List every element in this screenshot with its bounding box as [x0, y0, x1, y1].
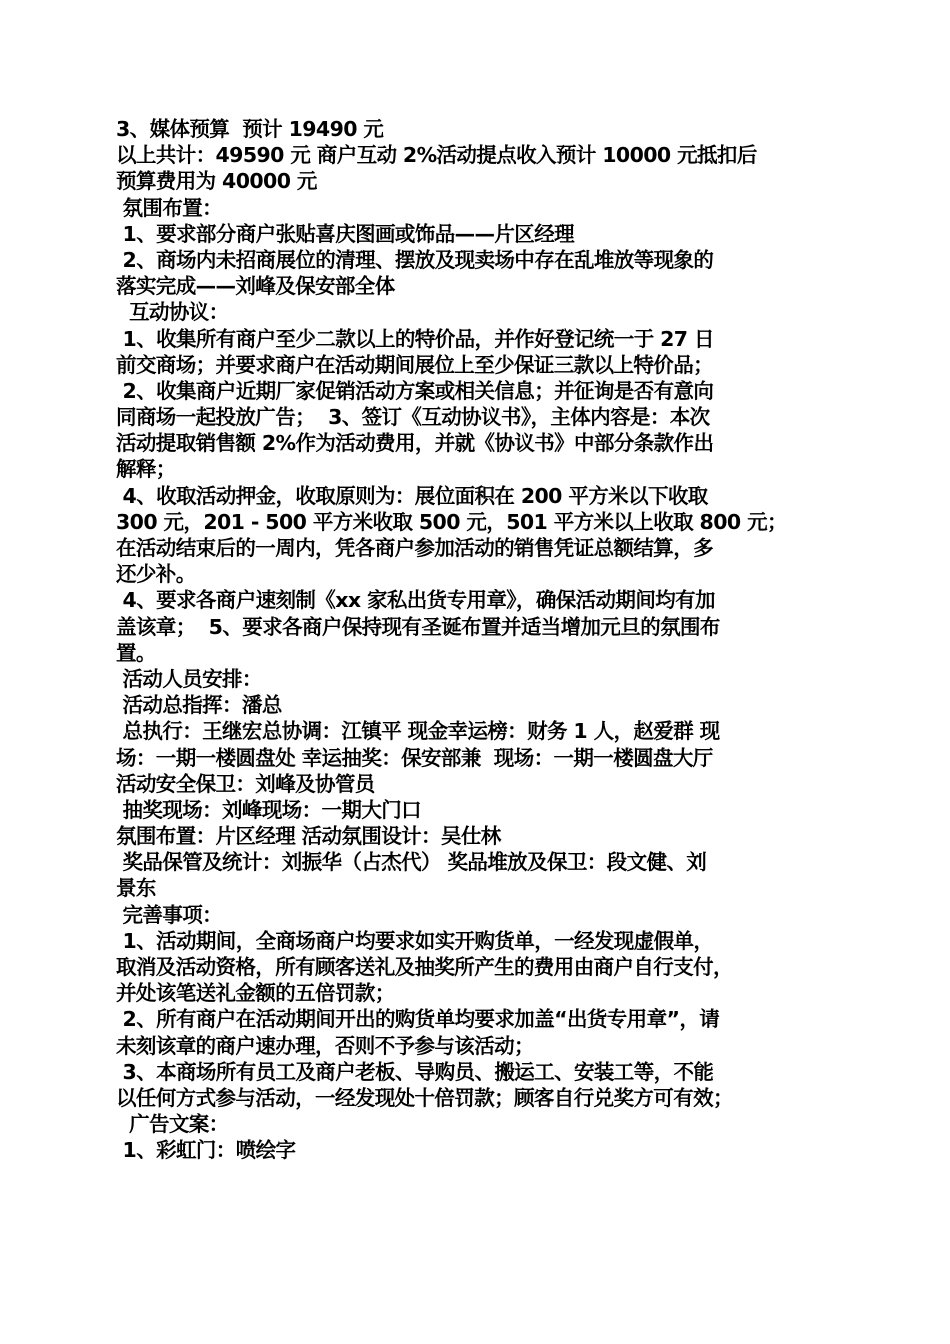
text-line: 前交商场；并要求商户在活动期间展位上至少保证三款以上特价品； [116, 352, 713, 377]
text-line: 同商场一起投放广告； 3、签订《互动协议书》，主体内容是：本次 [116, 405, 710, 430]
text-line: 盖该章； 5、要求各商户保持现有圣诞布置并适当增加元旦的氛围布 [116, 614, 720, 639]
text-line: 预算费用为 40000 元 [116, 169, 317, 194]
text-line: 在活动结束后的一周内，凭各商户参加活动的销售凭证总额结算，多 [116, 536, 713, 560]
text-line: 抽奖现场：刘峰现场：一期大门口 [116, 797, 422, 822]
text-line: 并处该笔送礼金额的五倍罚款； [116, 981, 395, 1006]
text-line: 4、收取活动押金，收取原则为：展位面积在 200 平方米以下收取 [116, 483, 708, 508]
text-line: 活动安全保卫：刘峰及协管员 [116, 771, 375, 796]
text-line: 未刻该章的商户速办理，否则不予参与该活动； [116, 1033, 534, 1058]
text-line: 4、要求各商户速刻制《xx 家私出货专用章》，确保活动期间均有加 [116, 588, 715, 613]
text-line: 场：一期一楼圆盘处 幸运抽奖：保安部兼 现场：一期一楼圆盘大厅 [116, 745, 713, 770]
text-line: 落实完成——刘峰及保安部全体 [116, 274, 395, 299]
text-line: 还少补。 [116, 562, 196, 587]
text-line: 1、要求部分商户张贴喜庆图画或饰品——片区经理 [116, 221, 574, 246]
text-line: 2、收集商户近期厂家促销活动方案或相关信息；并征询是否有意向 [116, 378, 714, 403]
text-line: 以任何方式参与活动，一经发现处十倍罚款；顾客自行兑奖方可有效； [116, 1085, 733, 1110]
text-line: 1、活动期间，全商场商户均要求如实开购货单，一经发现虚假单， [116, 928, 714, 953]
text-line: 2、商场内未招商展位的清理、摆放及现卖场中存在乱堆放等现象的 [116, 247, 714, 272]
text-line: 置。 [116, 640, 156, 665]
section-heading: 活动人员安排： [116, 666, 262, 691]
document-page [116, 116, 840, 1164]
text-line: 活动总指挥：潘总 [116, 693, 282, 718]
text-line: 活动提取销售额 2%作为活动费用，并就《协议书》中部分条款作出 [116, 431, 714, 456]
text-line: 总执行：王继宏总协调：江镇平 现金幸运榜：财务 1 人，赵爱群 现 [116, 719, 720, 744]
text-line: 取消及活动资格，所有顾客送礼及抽奖所产生的费用由商户自行支付， [116, 955, 733, 979]
text-line: 2、所有商户在活动期间开出的购货单均要求加盖“出货专用章”，请 [116, 1007, 720, 1032]
text-line: 1、彩虹门：喷绘字 [116, 1138, 296, 1163]
text-line: 解释； [116, 457, 176, 482]
text-line: 300 元，201 - 500 平方米收取 500 元，501 平方米以上收取 800 元； [116, 509, 787, 534]
section-heading: 广告文案： [116, 1112, 229, 1137]
section-heading: 完善事项： [116, 902, 223, 927]
text-line: 景东 [116, 876, 156, 901]
text-line: 1、收集所有商户至少二款以上的特价品，并作好登记统一于 27 日 [116, 326, 714, 351]
text-line: 奖品保管及统计：刘振华（占杰代） 奖品堆放及保卫：段文健、刘 [116, 850, 707, 875]
text-line: 3、媒体预算 预计 19490 元 [116, 117, 384, 141]
text-line: 3、本商场所有员工及商户老板、导购员、搬运工、安装工等，不能 [116, 1059, 714, 1084]
section-heading: 互动协议： [116, 300, 229, 325]
text-line: 以上共计：49590 元 商户互动 2%活动提点收入预计 10000 元抵扣后 [116, 143, 757, 168]
section-heading: 氛围布置： [116, 195, 223, 220]
text-line: 氛围布置：片区经理 活动氛围设计：吴仕林 [116, 824, 501, 849]
